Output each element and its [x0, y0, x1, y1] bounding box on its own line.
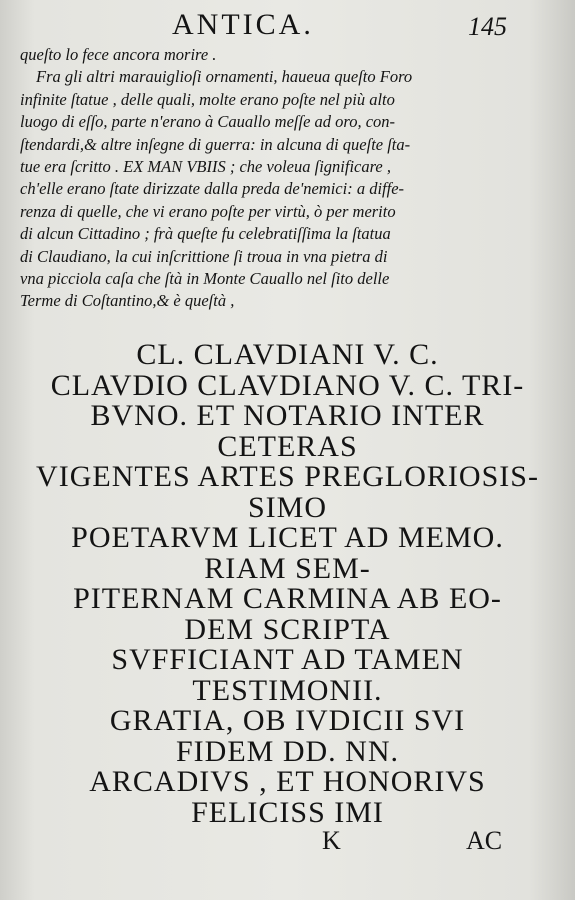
text-line: di Claudiano, la cui inſcrittione ſi troua in vna pietra di — [20, 246, 388, 266]
catchword: AC — [466, 826, 503, 855]
inscription-line: DEM SCRIPTA — [184, 612, 391, 646]
running-head — [0, 6, 575, 46]
inscription-line: CL. CLAVDIANI V. C. — [136, 338, 439, 371]
inscription-line: VIGENTES ARTES PREGLORIOSIS- — [36, 460, 539, 493]
inscription-line: FIDEM DD. NN. — [176, 734, 399, 768]
text-line: tue era ſcritto . EX MAN VBIIS ; che voleua ſignificare , — [20, 156, 391, 176]
inscription-line: RIAM SEM- — [204, 551, 371, 585]
text-line: di alcun Cittadino ; frà queſte fu celebratiſſima la ſtatua — [20, 224, 391, 244]
inscription-line: SVFFICIANT AD TAMEN — [111, 643, 464, 676]
inscription-block — [0, 340, 575, 828]
text-line: Terme di Coſtantino,& è queſtà , — [20, 291, 235, 311]
text-line: ch'elle erano ſtate dirizzate dalla preda de'nemici: a diffe- — [20, 179, 405, 199]
inscription-line: BVNO. ET NOTARIO INTER — [90, 399, 485, 432]
inscription-line: PITERNAM CARMINA AB EO- — [73, 582, 502, 615]
inscription-line: FELICISS IMI — [191, 795, 384, 829]
page-number: 145 — [468, 12, 507, 41]
text-line: queſto lo fece ancora morire . — [20, 45, 217, 64]
inscription-line: SIMO — [247, 490, 327, 524]
text-line: infinite ſtatue , delle quali, molte erano poſte nel più alto — [20, 89, 395, 109]
inscription-line: ARCADIVS , ET HONORIVS — [89, 765, 486, 798]
inscription-line: GRATIA, OB IVDICII SVI — [109, 704, 466, 737]
inscription-line: CETERAS — [217, 429, 358, 463]
inscription-line: POETARVM LICET AD MEMO. — [71, 521, 504, 554]
inscription-line: CLAVDIO CLAVDIANO V. C. TRI- — [50, 368, 525, 402]
text-line: renza di quelle, che vi erano poſte per virtù, ò per merito — [20, 201, 396, 221]
inscription-line: TESTIMONII. — [192, 673, 383, 707]
text-line: vna picciola caſa che ſtà in Monte Cauallo nel ſito delle — [20, 268, 390, 288]
running-title: ANTICA. — [172, 8, 314, 41]
text-line: luogo di eſſo, parte n'erano à Cauallo meſſe ad oro, con- — [20, 112, 396, 132]
body-paragraph — [20, 44, 545, 313]
text-line: Fra gli altri marauiglioſi ornamenti, haueua queſto Foro — [36, 67, 413, 87]
text-line: ſtendardi,& altre inſegne di guerra: in alcuna di queſte ſta- — [20, 134, 411, 154]
signature-mark: K — [322, 826, 341, 855]
